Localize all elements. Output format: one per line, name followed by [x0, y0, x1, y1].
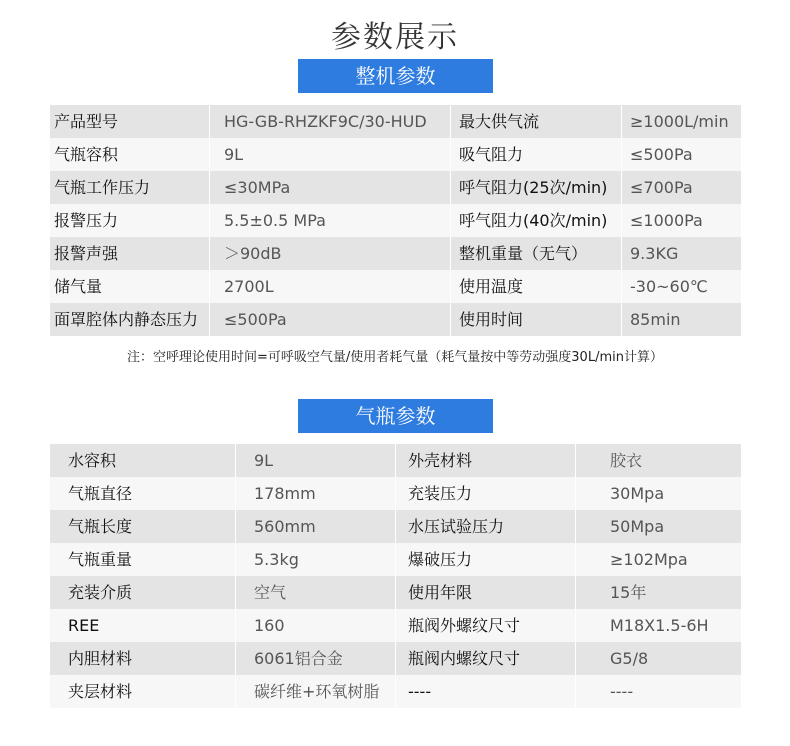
- param-label: 整机重量（无气）: [451, 237, 622, 270]
- param-value: M18X1.5-6H: [610, 616, 709, 635]
- param-label: 最大供气流: [451, 105, 622, 138]
- param-label: 夹层材料: [50, 675, 236, 708]
- param-value: ≥1000L/min: [630, 112, 729, 131]
- table-row: [50, 477, 741, 510]
- param-value: 空气: [236, 576, 396, 609]
- param-label: 呼气阻力(25次/min): [451, 171, 622, 204]
- param-value: 9L: [236, 444, 396, 477]
- param-value: ----: [610, 682, 634, 701]
- param-value: G5/8: [610, 649, 649, 668]
- machine-params-table: [50, 105, 741, 336]
- param-label: 内胆材料: [50, 642, 236, 675]
- param-label: 报警压力: [50, 204, 210, 237]
- table-row: [50, 105, 741, 138]
- param-value: 9.3KG: [630, 244, 679, 263]
- param-value: 5.3kg: [236, 543, 396, 576]
- param-value: ≤30MPa: [210, 171, 451, 204]
- table-row: [50, 204, 741, 237]
- cylinder-params-table: [50, 444, 741, 708]
- param-value: 5.5±0.5 MPa: [210, 204, 451, 237]
- param-value: ≥102Mpa: [610, 550, 688, 569]
- param-label: 外壳材料: [396, 444, 576, 477]
- section-title-cylinder-params: 气瓶参数: [298, 399, 493, 433]
- param-value: 15年: [610, 583, 647, 602]
- param-value: ≤700Pa: [630, 178, 693, 197]
- table-row: [50, 138, 741, 171]
- usage-time-note: 注：空呼理论使用时间=可呼吸空气量/使用者耗气量（耗气量按中等劳动强度30L/min计算）: [127, 350, 663, 365]
- param-label: 报警声强: [50, 237, 210, 270]
- param-label: 气瓶重量: [50, 543, 236, 576]
- table-row: [50, 510, 741, 543]
- param-label: 气瓶长度: [50, 510, 236, 543]
- param-value: 160: [236, 609, 396, 642]
- table-row: [50, 642, 741, 675]
- param-label: 爆破压力: [396, 543, 576, 576]
- param-value: 6061铝合金: [236, 642, 396, 675]
- param-label: 气瓶工作压力: [50, 171, 210, 204]
- table-row: [50, 171, 741, 204]
- param-value: 碳纤维+环氧树脂: [236, 675, 396, 708]
- param-value: ≤500Pa: [210, 303, 451, 336]
- param-label: REE: [50, 609, 236, 642]
- table-row: [50, 543, 741, 576]
- param-label: 水压试验压力: [396, 510, 576, 543]
- param-value: 85min: [630, 310, 681, 329]
- param-value: 胶衣: [610, 451, 643, 470]
- param-value: 30Mpa: [610, 484, 665, 503]
- param-label: 使用年限: [396, 576, 576, 609]
- param-label: 气瓶容积: [50, 138, 210, 171]
- param-label: 储气量: [50, 270, 210, 303]
- param-label: 充装压力: [396, 477, 576, 510]
- param-label: 瓶阀内螺纹尺寸: [396, 642, 576, 675]
- param-label: 面罩腔体内静态压力: [50, 303, 210, 336]
- param-label: 气瓶直径: [50, 477, 236, 510]
- param-label: 瓶阀外螺纹尺寸: [396, 609, 576, 642]
- table-row: [50, 576, 741, 609]
- table-row: [50, 303, 741, 336]
- param-label: 充装介质: [50, 576, 236, 609]
- param-value: HG-GB-RHZKF9C/30-HUD: [210, 105, 451, 138]
- param-label: 吸气阻力: [451, 138, 622, 171]
- param-value: ≤500Pa: [630, 145, 693, 164]
- param-value: 2700L: [210, 270, 451, 303]
- section-title-machine-params: 整机参数: [298, 59, 493, 93]
- page-title: 参数展示: [331, 20, 459, 55]
- param-value: ＞90dB: [210, 237, 451, 270]
- table-row: [50, 675, 741, 708]
- table-row: [50, 444, 741, 477]
- param-value: 50Mpa: [610, 517, 665, 536]
- table-row: [50, 609, 741, 642]
- param-label: 水容积: [50, 444, 236, 477]
- table-row: [50, 237, 741, 270]
- param-label: 使用时间: [451, 303, 622, 336]
- param-label: ----: [396, 675, 576, 708]
- param-label: 使用温度: [451, 270, 622, 303]
- table-row: [50, 270, 741, 303]
- param-value: 9L: [210, 138, 451, 171]
- param-value: -30~60℃: [630, 277, 708, 296]
- param-label: 产品型号: [50, 105, 210, 138]
- param-label: 呼气阻力(40次/min): [451, 204, 622, 237]
- param-value: 178mm: [236, 477, 396, 510]
- param-value: 560mm: [236, 510, 396, 543]
- param-value: ≤1000Pa: [630, 211, 703, 230]
